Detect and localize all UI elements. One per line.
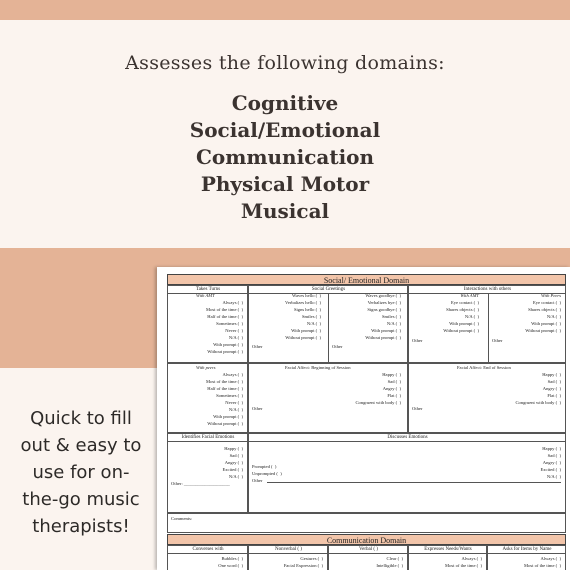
discusses-unprompted: Unprompted ( ): [252, 471, 282, 476]
affect-end-item: Sad ( ): [547, 379, 561, 384]
affect-begin-header: Facial Affect: Beginning of Session: [285, 365, 351, 370]
interaction-amt-item: With prompt ( ): [449, 321, 479, 326]
domain-item: Social/Emotional: [189, 118, 381, 142]
greeting-bye-item: N/A ( ): [386, 321, 401, 326]
interactions-box: [408, 285, 566, 363]
affect-end-item: Happy ( ): [542, 372, 561, 377]
interaction-other-2: Other: [492, 338, 503, 343]
comments-box: [167, 513, 566, 533]
domain-item: Physical Motor: [200, 172, 370, 196]
greeting-other-1: Other: [252, 344, 263, 349]
peers-item: Always ( ): [222, 372, 243, 377]
comm-cell: Gestures ( ): [300, 556, 323, 561]
discusses-other: Other: [252, 478, 263, 483]
interaction-peer-item: Eye contact ( ): [532, 300, 561, 305]
greeting-hello-item: Signs hello ( ): [293, 307, 321, 312]
headline: Assesses the following domains:: [125, 52, 445, 74]
identifies-item: Happy ( ): [224, 446, 243, 451]
greeting-hello-item: Waves hello ( ): [292, 293, 321, 298]
interaction-amt-item: Shares objects ( ): [446, 307, 479, 312]
interaction-amt-item: Eye contact ( ): [450, 300, 479, 305]
interaction-peer-item: Without prompt ( ): [525, 328, 561, 333]
takes-turns-peers-box: [167, 363, 248, 433]
peers-sub: With peers: [196, 365, 216, 370]
tagline-line: Quick to fill: [30, 408, 132, 429]
greeting-hello-item: Verbalizes hello ( ): [285, 300, 321, 305]
domain-item: Communication: [195, 145, 375, 169]
affect-begin-other: Other: [252, 406, 263, 411]
affect-end-header: Facial Affect: End of Session: [457, 365, 511, 370]
comm-header: Converses with: [168, 546, 248, 554]
interactions-sub-amt: With AMT: [460, 293, 479, 298]
discusses-item: Happy ( ): [542, 446, 561, 451]
takes-turns-item: Never ( ): [225, 328, 243, 333]
discusses-item: Sad ( ): [547, 453, 561, 458]
peers-item: Half of the time ( ): [207, 386, 243, 391]
comm-header: Verbal ( ): [329, 546, 408, 554]
discusses-header: Discusses Emotions: [249, 434, 566, 442]
communication-domain-title: Communication Domain: [167, 534, 566, 545]
comm-header: Asks for Items by Name: [488, 546, 566, 554]
comm-cell: Clear ( ): [386, 556, 403, 561]
hero-section: [0, 20, 570, 248]
peers-item: Without prompt ( ): [207, 421, 243, 426]
comm-col-asks: [487, 545, 566, 570]
assessment-sheet-preview: [157, 267, 570, 570]
comm-cell: Facial Expression ( ): [283, 563, 323, 568]
takes-turns-item: With prompt ( ): [213, 342, 243, 347]
takes-turns-item: N/A ( ): [228, 335, 243, 340]
greeting-bye-item: Smiles ( ): [381, 314, 401, 319]
interaction-other-1: Other: [412, 338, 423, 343]
discusses-item: Excited ( ): [540, 467, 561, 472]
greeting-bye-item: Verbalizes bye ( ): [367, 300, 401, 305]
tagline-line: use for on-: [32, 462, 130, 483]
comments-label: Comments:: [171, 516, 193, 521]
takes-turns-item: Always ( ): [222, 300, 243, 305]
interaction-peer-item: N/A ( ): [546, 314, 561, 319]
comm-col-verbal: [328, 545, 408, 570]
interaction-amt-item: Without prompt ( ): [443, 328, 479, 333]
greeting-hello-item: Smiles ( ): [301, 314, 321, 319]
tagline-line: therapists!: [32, 516, 130, 537]
affect-end-item: Congruent with body ( ): [515, 400, 561, 405]
comm-col-nonverbal: [248, 545, 328, 570]
comm-cell: Intelligible ( ): [376, 563, 403, 568]
domain-item: Cognitive: [231, 91, 339, 115]
takes-turns-item: Sometimes ( ): [216, 321, 243, 326]
affect-begin-item: Happy ( ): [382, 372, 401, 377]
affect-end-other: Other: [412, 406, 423, 411]
interactions-header: Interactions with others: [409, 286, 566, 294]
takes-turns-header: Takes Turns: [168, 286, 248, 294]
comm-header: Expresses Needs/Wants: [409, 546, 487, 554]
greeting-bye-item: Signs goodbye ( ): [367, 307, 401, 312]
identifies-item: N/A ( ): [228, 474, 243, 479]
comm-cell: Most of the time ( ): [445, 563, 482, 568]
domain-item: Musical: [240, 199, 330, 223]
identifies-item: Sad ( ): [229, 453, 243, 458]
comm-cell: One word ( ): [218, 563, 243, 568]
interactions-sub-peers: With Peers: [540, 293, 561, 298]
identifies-item: Excited ( ): [222, 467, 243, 472]
discusses-prompted: Prompted ( ): [252, 464, 277, 469]
comm-cell: Always ( ): [461, 556, 482, 561]
discusses-item: N/A ( ): [546, 474, 561, 479]
peers-item: Never ( ): [225, 400, 243, 405]
comm-cell: Always ( ): [540, 556, 561, 561]
identifies-item: Angry ( ): [224, 460, 243, 465]
takes-turns-sub: With AMT: [196, 293, 215, 298]
column-divider: [328, 293, 329, 363]
greeting-bye-item: With prompt ( ): [371, 328, 401, 333]
identifies-header: Identifies Facial Emotions: [168, 434, 248, 442]
affect-begin-item: Flat ( ): [387, 393, 401, 398]
social-greetings-box: [248, 285, 408, 363]
takes-turns-item: Without prompt ( ): [207, 349, 243, 354]
affect-begin-box: [248, 363, 408, 433]
other-underline: [267, 482, 561, 483]
comm-cell: Bubbles ( ): [221, 556, 243, 561]
comm-col-converses: [167, 545, 248, 570]
social-domain-title: Social/ Emotional Domain: [167, 274, 566, 285]
social-greetings-header: Social Greetings: [249, 286, 408, 294]
tagline-line: out & easy to: [20, 435, 142, 456]
identifies-other: Other: ____________________: [171, 481, 230, 486]
greeting-hello-item: Without prompt ( ): [285, 335, 321, 340]
greeting-bye-item: Waves goodbye ( ): [365, 293, 401, 298]
top-accent-band: [0, 0, 570, 20]
affect-begin-item: Angry ( ): [382, 386, 401, 391]
peers-item: N/A ( ): [228, 407, 243, 412]
interaction-peer-item: Shares objects ( ): [528, 307, 561, 312]
identifies-emotions-box: [167, 433, 248, 513]
greeting-bye-item: Without prompt ( ): [365, 335, 401, 340]
peers-item: Sometimes ( ): [216, 393, 243, 398]
interaction-amt-item: N/A ( ): [464, 314, 479, 319]
column-divider: [488, 293, 489, 363]
affect-end-item: Angry ( ): [542, 386, 561, 391]
takes-turns-item: Half of the time ( ): [207, 314, 243, 319]
peers-item: With prompt ( ): [213, 414, 243, 419]
domain-list: [0, 90, 570, 225]
affect-end-box: [408, 363, 566, 433]
discusses-item: Angry ( ): [542, 460, 561, 465]
greeting-other-2: Other: [332, 344, 343, 349]
peers-item: Most of the time ( ): [206, 379, 243, 384]
comm-cell: Most of the time ( ): [524, 563, 561, 568]
greeting-hello-item: With prompt ( ): [291, 328, 321, 333]
comm-header: Nonverbal ( ): [249, 546, 328, 554]
takes-turns-box: [167, 285, 248, 363]
greeting-hello-item: N/A ( ): [306, 321, 321, 326]
takes-turns-item: Most of the time ( ): [206, 307, 243, 312]
affect-end-item: Flat ( ): [547, 393, 561, 398]
tagline-line: the-go music: [22, 489, 140, 510]
comm-col-needs: [408, 545, 487, 570]
interaction-peer-item: With prompt ( ): [531, 321, 561, 326]
affect-begin-item: Sad ( ): [387, 379, 401, 384]
discusses-emotions-box: [248, 433, 566, 513]
tagline: [6, 405, 156, 540]
affect-begin-item: Congruent with body ( ): [355, 400, 401, 405]
